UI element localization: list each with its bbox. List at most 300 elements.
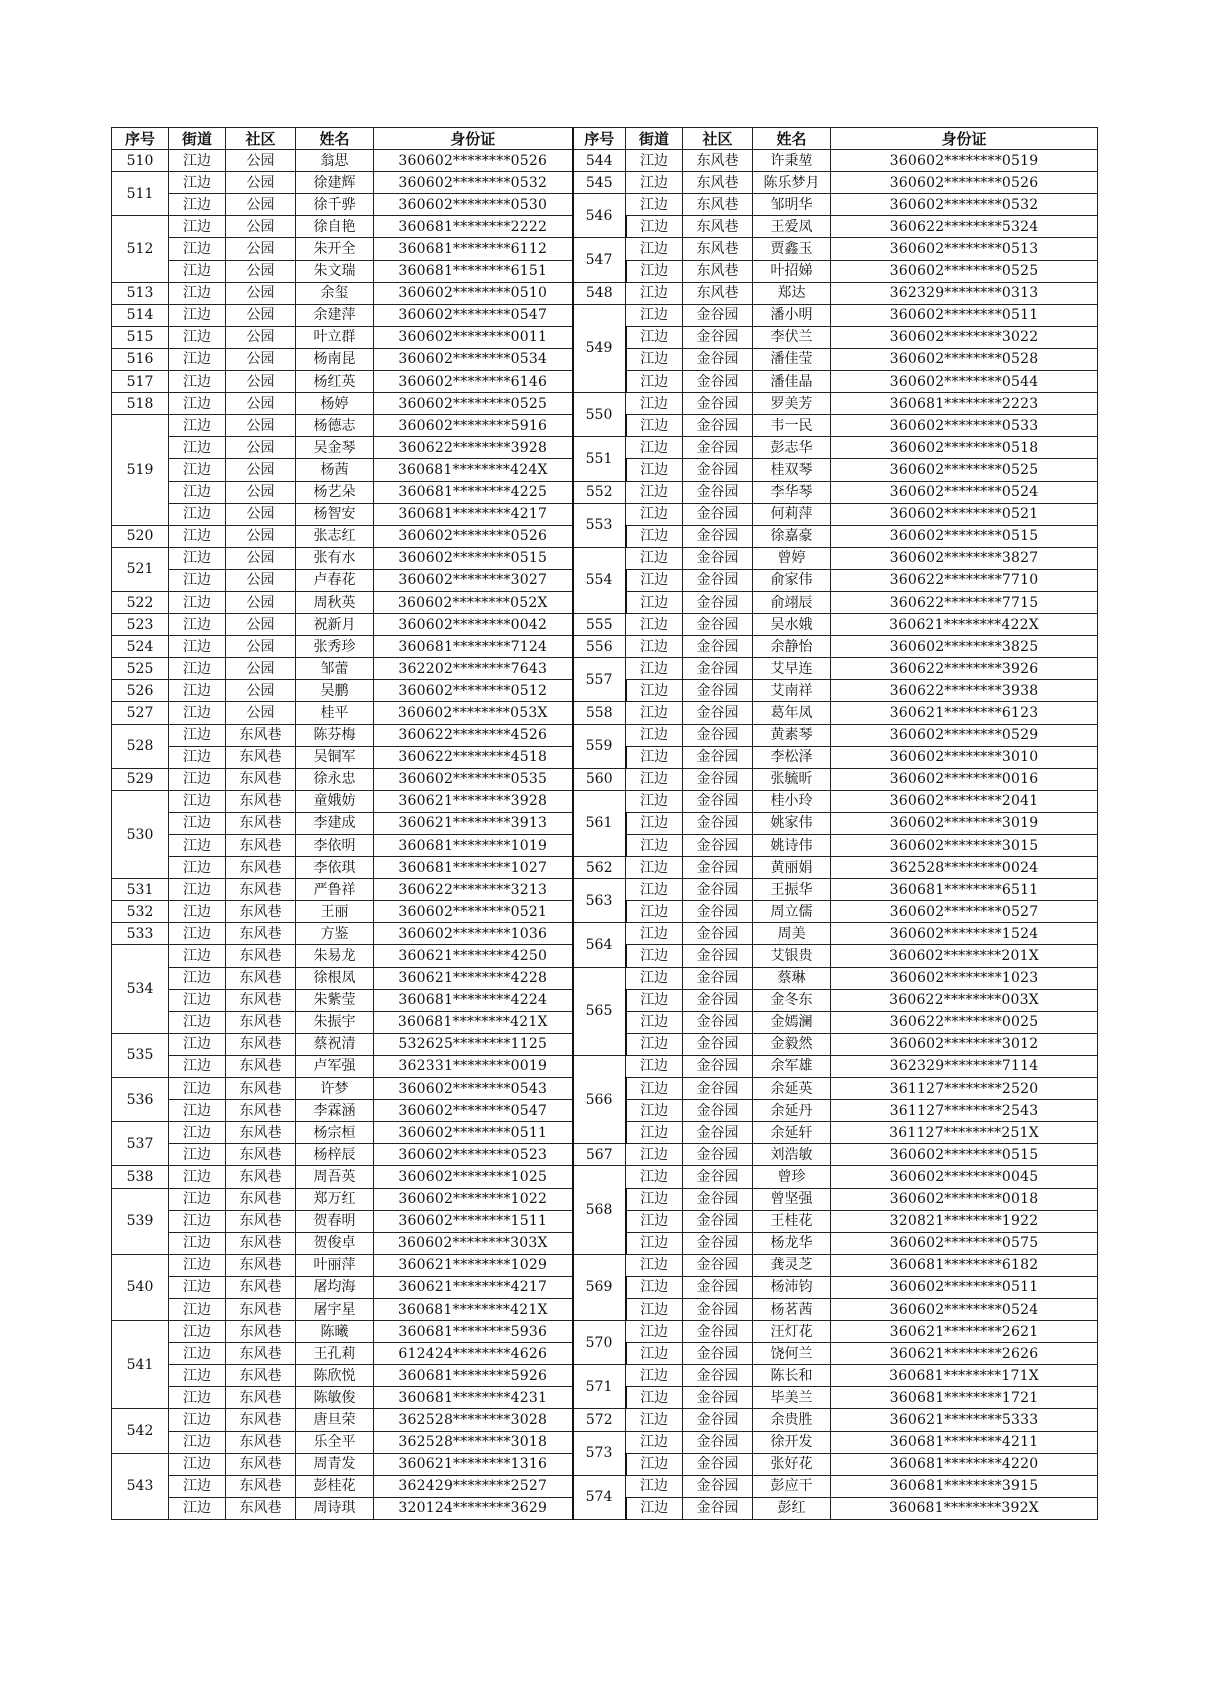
street-cell: 江边 bbox=[169, 1232, 226, 1254]
community-cell: 金谷园 bbox=[683, 1276, 753, 1298]
community-cell: 东风巷 bbox=[226, 1232, 296, 1254]
community-cell: 金谷园 bbox=[683, 614, 753, 636]
name-cell: 张有水 bbox=[296, 547, 374, 569]
roster-table bbox=[111, 127, 1098, 1520]
street-cell: 江边 bbox=[626, 1078, 683, 1100]
street-cell: 江边 bbox=[169, 1100, 226, 1122]
name-cell: 艾银贵 bbox=[753, 945, 831, 967]
id-cell: 360602********1023 bbox=[831, 967, 1098, 989]
id-cell: 360681********421X bbox=[374, 1011, 573, 1033]
id-cell: 360621********5333 bbox=[831, 1409, 1098, 1431]
seq-cell: 563 bbox=[573, 879, 626, 923]
community-cell: 公园 bbox=[226, 658, 296, 680]
name-cell: 余延丹 bbox=[753, 1100, 831, 1122]
name-cell: 徐嘉豪 bbox=[753, 525, 831, 547]
street-cell: 江边 bbox=[169, 1078, 226, 1100]
table-row bbox=[112, 1431, 1098, 1453]
community-cell: 金谷园 bbox=[683, 724, 753, 746]
community-cell: 金谷园 bbox=[683, 1409, 753, 1431]
id-cell: 360602********0524 bbox=[831, 1298, 1098, 1320]
id-cell: 360681********3915 bbox=[831, 1475, 1098, 1497]
community-cell: 东风巷 bbox=[226, 1387, 296, 1409]
street-cell: 江边 bbox=[626, 1497, 683, 1519]
street-cell: 江边 bbox=[169, 437, 226, 459]
id-cell: 360622********3926 bbox=[831, 658, 1098, 680]
id-cell: 360602********0515 bbox=[374, 547, 573, 569]
id-cell: 360681********5936 bbox=[374, 1321, 573, 1343]
community-cell: 金谷园 bbox=[683, 1033, 753, 1055]
id-cell: 360602********3027 bbox=[374, 569, 573, 591]
id-cell: 360621********6123 bbox=[831, 702, 1098, 724]
community-cell: 金谷园 bbox=[683, 503, 753, 525]
community-cell: 东风巷 bbox=[226, 1033, 296, 1055]
name-cell: 邹明华 bbox=[753, 194, 831, 216]
name-cell: 周青发 bbox=[296, 1453, 374, 1475]
id-cell: 360681********392X bbox=[831, 1497, 1098, 1519]
community-cell: 东风巷 bbox=[226, 1298, 296, 1320]
id-cell: 360681********6112 bbox=[374, 238, 573, 260]
community-cell: 东风巷 bbox=[226, 1055, 296, 1077]
table-row bbox=[112, 702, 1098, 724]
name-cell: 王丽 bbox=[296, 901, 374, 923]
community-cell: 公园 bbox=[226, 636, 296, 658]
street-cell: 江边 bbox=[169, 1343, 226, 1365]
street-cell: 江边 bbox=[626, 724, 683, 746]
header-name: 姓名 bbox=[296, 128, 374, 150]
name-cell: 曾坚强 bbox=[753, 1188, 831, 1210]
id-cell: 360621********422X bbox=[831, 614, 1098, 636]
name-cell: 彭红 bbox=[753, 1497, 831, 1519]
community-cell: 金谷园 bbox=[683, 1254, 753, 1276]
id-cell: 360602********1036 bbox=[374, 923, 573, 945]
id-cell: 360602********0018 bbox=[831, 1188, 1098, 1210]
name-cell: 汪灯花 bbox=[753, 1321, 831, 1343]
table-row bbox=[112, 194, 1098, 216]
street-cell: 江边 bbox=[626, 459, 683, 481]
community-cell: 金谷园 bbox=[683, 790, 753, 812]
name-cell: 朱开全 bbox=[296, 238, 374, 260]
table-row bbox=[112, 481, 1098, 503]
name-cell: 金冬东 bbox=[753, 989, 831, 1011]
name-cell: 杨艺朵 bbox=[296, 481, 374, 503]
name-cell: 陈芬梅 bbox=[296, 724, 374, 746]
id-cell: 360602********0521 bbox=[374, 901, 573, 923]
name-cell: 乐全平 bbox=[296, 1431, 374, 1453]
header-row bbox=[112, 128, 1098, 150]
id-cell: 360622********0025 bbox=[831, 1011, 1098, 1033]
community-cell: 东风巷 bbox=[226, 1122, 296, 1144]
id-cell: 320124********3629 bbox=[374, 1497, 573, 1519]
id-cell: 360602********0519 bbox=[831, 150, 1098, 172]
seq-cell: 539 bbox=[112, 1188, 169, 1254]
community-cell: 公园 bbox=[226, 525, 296, 547]
street-cell: 江边 bbox=[169, 1453, 226, 1475]
name-cell: 王爱凤 bbox=[753, 216, 831, 238]
id-cell: 532625********1125 bbox=[374, 1033, 573, 1055]
name-cell: 何莉萍 bbox=[753, 503, 831, 525]
community-cell: 东风巷 bbox=[226, 1078, 296, 1100]
community-cell: 金谷园 bbox=[683, 415, 753, 437]
table-row bbox=[112, 1409, 1098, 1431]
community-cell: 金谷园 bbox=[683, 1011, 753, 1033]
id-cell: 360602********2041 bbox=[831, 790, 1098, 812]
community-cell: 金谷园 bbox=[683, 812, 753, 834]
street-cell: 江边 bbox=[169, 967, 226, 989]
community-cell: 东风巷 bbox=[226, 1431, 296, 1453]
id-cell: 360681********4231 bbox=[374, 1387, 573, 1409]
id-cell: 360602********0511 bbox=[831, 1276, 1098, 1298]
id-cell: 360602********0045 bbox=[831, 1166, 1098, 1188]
community-cell: 金谷园 bbox=[683, 1387, 753, 1409]
header-community: 社区 bbox=[226, 128, 296, 150]
id-cell: 360602********0529 bbox=[831, 724, 1098, 746]
name-cell: 朱易龙 bbox=[296, 945, 374, 967]
community-cell: 公园 bbox=[226, 393, 296, 415]
seq-cell: 514 bbox=[112, 304, 169, 326]
name-cell: 屠均海 bbox=[296, 1276, 374, 1298]
street-cell: 江边 bbox=[169, 879, 226, 901]
id-cell: 360621********1029 bbox=[374, 1254, 573, 1276]
table-row bbox=[112, 282, 1098, 304]
street-cell: 江边 bbox=[626, 967, 683, 989]
name-cell: 杨沛钧 bbox=[753, 1276, 831, 1298]
name-cell: 杨宗桓 bbox=[296, 1122, 374, 1144]
id-cell: 360681********4211 bbox=[831, 1431, 1098, 1453]
community-cell: 金谷园 bbox=[683, 1475, 753, 1497]
street-cell: 江边 bbox=[626, 1276, 683, 1298]
id-cell: 360602********1025 bbox=[374, 1166, 573, 1188]
name-cell: 曾婷 bbox=[753, 547, 831, 569]
seq-cell: 525 bbox=[112, 658, 169, 680]
id-cell: 612424********4626 bbox=[374, 1343, 573, 1365]
community-cell: 东风巷 bbox=[226, 1210, 296, 1232]
community-cell: 金谷园 bbox=[683, 591, 753, 613]
street-cell: 江边 bbox=[626, 1188, 683, 1210]
street-cell: 江边 bbox=[626, 1453, 683, 1475]
header-street: 街道 bbox=[626, 128, 683, 150]
street-cell: 江边 bbox=[169, 591, 226, 613]
seq-cell: 545 bbox=[573, 172, 626, 194]
id-cell: 360621********2621 bbox=[831, 1321, 1098, 1343]
street-cell: 江边 bbox=[626, 1122, 683, 1144]
id-cell: 360602********0530 bbox=[374, 194, 573, 216]
community-cell: 东风巷 bbox=[226, 923, 296, 945]
name-cell: 潘佳晶 bbox=[753, 371, 831, 393]
header-community: 社区 bbox=[683, 128, 753, 150]
street-cell: 江边 bbox=[169, 835, 226, 857]
seq-cell: 538 bbox=[112, 1166, 169, 1188]
community-cell: 金谷园 bbox=[683, 768, 753, 790]
street-cell: 江边 bbox=[169, 1033, 226, 1055]
street-cell: 江边 bbox=[169, 658, 226, 680]
name-cell: 黄丽娟 bbox=[753, 857, 831, 879]
community-cell: 金谷园 bbox=[683, 1100, 753, 1122]
community-cell: 东风巷 bbox=[226, 945, 296, 967]
roster-page bbox=[111, 127, 1097, 1520]
street-cell: 江边 bbox=[626, 172, 683, 194]
street-cell: 江边 bbox=[626, 658, 683, 680]
id-cell: 360621********3913 bbox=[374, 812, 573, 834]
community-cell: 金谷园 bbox=[683, 1453, 753, 1475]
id-cell: 360622********3928 bbox=[374, 437, 573, 459]
seq-cell: 534 bbox=[112, 945, 169, 1033]
name-cell: 卢春花 bbox=[296, 569, 374, 591]
seq-cell: 567 bbox=[573, 1144, 626, 1166]
community-cell: 公园 bbox=[226, 547, 296, 569]
community-cell: 公园 bbox=[226, 459, 296, 481]
community-cell: 金谷园 bbox=[683, 1122, 753, 1144]
community-cell: 东风巷 bbox=[226, 1475, 296, 1497]
id-cell: 361127********2520 bbox=[831, 1078, 1098, 1100]
table-row bbox=[112, 967, 1098, 989]
id-cell: 360602********0526 bbox=[374, 525, 573, 547]
id-cell: 360602********0511 bbox=[374, 1122, 573, 1144]
id-cell: 360602********6146 bbox=[374, 371, 573, 393]
street-cell: 江边 bbox=[169, 194, 226, 216]
id-cell: 361127********2543 bbox=[831, 1100, 1098, 1122]
street-cell: 江边 bbox=[169, 768, 226, 790]
street-cell: 江边 bbox=[626, 348, 683, 370]
name-cell: 杨龙华 bbox=[753, 1232, 831, 1254]
community-cell: 公园 bbox=[226, 260, 296, 282]
name-cell: 彭桂花 bbox=[296, 1475, 374, 1497]
community-cell: 公园 bbox=[226, 282, 296, 304]
community-cell: 东风巷 bbox=[226, 1144, 296, 1166]
street-cell: 江边 bbox=[626, 702, 683, 724]
community-cell: 公园 bbox=[226, 415, 296, 437]
street-cell: 江边 bbox=[626, 1431, 683, 1453]
community-cell: 金谷园 bbox=[683, 371, 753, 393]
community-cell: 金谷园 bbox=[683, 569, 753, 591]
seq-cell: 511 bbox=[112, 172, 169, 216]
street-cell: 江边 bbox=[626, 238, 683, 260]
name-cell: 李依明 bbox=[296, 835, 374, 857]
name-cell: 杨南昆 bbox=[296, 348, 374, 370]
community-cell: 东风巷 bbox=[226, 879, 296, 901]
id-cell: 360602********0526 bbox=[831, 172, 1098, 194]
street-cell: 江边 bbox=[626, 879, 683, 901]
seq-cell: 531 bbox=[112, 879, 169, 901]
community-cell: 东风巷 bbox=[683, 282, 753, 304]
street-cell: 江边 bbox=[626, 945, 683, 967]
table-row bbox=[112, 503, 1098, 525]
name-cell: 严鲁祥 bbox=[296, 879, 374, 901]
seq-cell: 551 bbox=[573, 437, 626, 481]
street-cell: 江边 bbox=[626, 857, 683, 879]
name-cell: 张秀珍 bbox=[296, 636, 374, 658]
seq-cell: 566 bbox=[573, 1055, 626, 1143]
street-cell: 江边 bbox=[626, 194, 683, 216]
name-cell: 彭应干 bbox=[753, 1475, 831, 1497]
community-cell: 公园 bbox=[226, 326, 296, 348]
id-cell: 360621********4217 bbox=[374, 1276, 573, 1298]
community-cell: 金谷园 bbox=[683, 1365, 753, 1387]
street-cell: 江边 bbox=[626, 1409, 683, 1431]
street-cell: 江边 bbox=[626, 150, 683, 172]
street-cell: 江边 bbox=[169, 1188, 226, 1210]
id-cell: 360602********0011 bbox=[374, 326, 573, 348]
street-cell: 江边 bbox=[169, 304, 226, 326]
name-cell: 徐建辉 bbox=[296, 172, 374, 194]
street-cell: 江边 bbox=[626, 525, 683, 547]
name-cell: 贺春明 bbox=[296, 1210, 374, 1232]
name-cell: 姚家伟 bbox=[753, 812, 831, 834]
street-cell: 江边 bbox=[169, 812, 226, 834]
seq-cell: 543 bbox=[112, 1453, 169, 1519]
community-cell: 金谷园 bbox=[683, 481, 753, 503]
table-row bbox=[112, 238, 1098, 260]
community-cell: 金谷园 bbox=[683, 1210, 753, 1232]
name-cell: 饶何兰 bbox=[753, 1343, 831, 1365]
name-cell: 黄素琴 bbox=[753, 724, 831, 746]
id-cell: 360621********1316 bbox=[374, 1453, 573, 1475]
id-cell: 362528********0024 bbox=[831, 857, 1098, 879]
seq-cell: 572 bbox=[573, 1409, 626, 1431]
street-cell: 江边 bbox=[169, 1166, 226, 1188]
table-row bbox=[112, 658, 1098, 680]
name-cell: 韦一民 bbox=[753, 415, 831, 437]
id-cell: 360681********7124 bbox=[374, 636, 573, 658]
name-cell: 叶丽萍 bbox=[296, 1254, 374, 1276]
id-cell: 360681********6151 bbox=[374, 260, 573, 282]
name-cell: 邹蕾 bbox=[296, 658, 374, 680]
seq-cell: 516 bbox=[112, 348, 169, 370]
name-cell: 杨红英 bbox=[296, 371, 374, 393]
table-row bbox=[112, 790, 1098, 812]
name-cell: 潘小明 bbox=[753, 304, 831, 326]
seq-cell: 568 bbox=[573, 1166, 626, 1254]
street-cell: 江边 bbox=[169, 901, 226, 923]
street-cell: 江边 bbox=[169, 1276, 226, 1298]
seq-cell: 532 bbox=[112, 901, 169, 923]
street-cell: 江边 bbox=[626, 326, 683, 348]
id-cell: 362528********3018 bbox=[374, 1431, 573, 1453]
name-cell: 翁思 bbox=[296, 150, 374, 172]
seq-cell: 519 bbox=[112, 415, 169, 525]
name-cell: 余玺 bbox=[296, 282, 374, 304]
name-cell: 叶立群 bbox=[296, 326, 374, 348]
table-row bbox=[112, 1166, 1098, 1188]
id-cell: 360681********4217 bbox=[374, 503, 573, 525]
community-cell: 金谷园 bbox=[683, 1431, 753, 1453]
name-cell: 王孔莉 bbox=[296, 1343, 374, 1365]
community-cell: 金谷园 bbox=[683, 702, 753, 724]
community-cell: 金谷园 bbox=[683, 1232, 753, 1254]
street-cell: 江边 bbox=[169, 238, 226, 260]
id-cell: 360602********3012 bbox=[831, 1033, 1098, 1055]
id-cell: 360621********2626 bbox=[831, 1343, 1098, 1365]
street-cell: 江边 bbox=[626, 835, 683, 857]
id-cell: 360602********0515 bbox=[831, 1144, 1098, 1166]
seq-cell: 536 bbox=[112, 1078, 169, 1122]
street-cell: 江边 bbox=[169, 150, 226, 172]
name-cell: 陈乐梦月 bbox=[753, 172, 831, 194]
name-cell: 周美 bbox=[753, 923, 831, 945]
id-cell: 360602********0532 bbox=[831, 194, 1098, 216]
street-cell: 江边 bbox=[169, 326, 226, 348]
street-cell: 江边 bbox=[169, 857, 226, 879]
name-cell: 金毅然 bbox=[753, 1033, 831, 1055]
table-row bbox=[112, 393, 1098, 415]
name-cell: 周秋英 bbox=[296, 591, 374, 613]
id-cell: 360602********1022 bbox=[374, 1188, 573, 1210]
name-cell: 桂双琴 bbox=[753, 459, 831, 481]
id-cell: 362429********2527 bbox=[374, 1475, 573, 1497]
street-cell: 江边 bbox=[626, 547, 683, 569]
name-cell: 桂平 bbox=[296, 702, 374, 724]
name-cell: 俞翊辰 bbox=[753, 591, 831, 613]
seq-cell: 513 bbox=[112, 282, 169, 304]
seq-cell: 521 bbox=[112, 547, 169, 591]
street-cell: 江边 bbox=[169, 1387, 226, 1409]
street-cell: 江边 bbox=[626, 1011, 683, 1033]
name-cell: 陈敏俊 bbox=[296, 1387, 374, 1409]
community-cell: 金谷园 bbox=[683, 835, 753, 857]
street-cell: 江边 bbox=[169, 724, 226, 746]
street-cell: 江边 bbox=[626, 415, 683, 437]
table-row bbox=[112, 1254, 1098, 1276]
name-cell: 艾早连 bbox=[753, 658, 831, 680]
street-cell: 江边 bbox=[626, 216, 683, 238]
community-cell: 公园 bbox=[226, 503, 296, 525]
id-cell: 360602********053X bbox=[374, 702, 573, 724]
name-cell: 杨智安 bbox=[296, 503, 374, 525]
street-cell: 江边 bbox=[169, 1210, 226, 1232]
header-seq: 序号 bbox=[573, 128, 626, 150]
street-cell: 江边 bbox=[626, 569, 683, 591]
street-cell: 江边 bbox=[169, 1144, 226, 1166]
community-cell: 东风巷 bbox=[683, 150, 753, 172]
seq-cell: 564 bbox=[573, 923, 626, 967]
community-cell: 金谷园 bbox=[683, 879, 753, 901]
community-cell: 金谷园 bbox=[683, 1078, 753, 1100]
name-cell: 李建成 bbox=[296, 812, 374, 834]
name-cell: 葛年凤 bbox=[753, 702, 831, 724]
table-row bbox=[112, 857, 1098, 879]
name-cell: 李依琪 bbox=[296, 857, 374, 879]
street-cell: 江边 bbox=[169, 503, 226, 525]
seq-cell: 569 bbox=[573, 1254, 626, 1320]
community-cell: 公园 bbox=[226, 569, 296, 591]
street-cell: 江边 bbox=[169, 923, 226, 945]
id-cell: 360602********0535 bbox=[374, 768, 573, 790]
seq-cell: 529 bbox=[112, 768, 169, 790]
street-cell: 江边 bbox=[169, 459, 226, 481]
community-cell: 东风巷 bbox=[683, 216, 753, 238]
name-cell: 潘佳莹 bbox=[753, 348, 831, 370]
name-cell: 卢军强 bbox=[296, 1055, 374, 1077]
id-cell: 360602********0533 bbox=[831, 415, 1098, 437]
street-cell: 江边 bbox=[626, 282, 683, 304]
seq-cell: 555 bbox=[573, 614, 626, 636]
id-cell: 360681********1027 bbox=[374, 857, 573, 879]
name-cell: 曾珍 bbox=[753, 1166, 831, 1188]
community-cell: 公园 bbox=[226, 614, 296, 636]
community-cell: 公园 bbox=[226, 481, 296, 503]
name-cell: 王振华 bbox=[753, 879, 831, 901]
name-cell: 吴铜军 bbox=[296, 746, 374, 768]
id-cell: 360602********0575 bbox=[831, 1232, 1098, 1254]
name-cell: 姚诗伟 bbox=[753, 835, 831, 857]
name-cell: 艾南祥 bbox=[753, 680, 831, 702]
seq-cell: 533 bbox=[112, 923, 169, 945]
id-cell: 362329********7114 bbox=[831, 1055, 1098, 1077]
id-cell: 360681********424X bbox=[374, 459, 573, 481]
community-cell: 公园 bbox=[226, 238, 296, 260]
table-row bbox=[112, 150, 1098, 172]
id-cell: 360602********0532 bbox=[374, 172, 573, 194]
name-cell: 徐千骅 bbox=[296, 194, 374, 216]
